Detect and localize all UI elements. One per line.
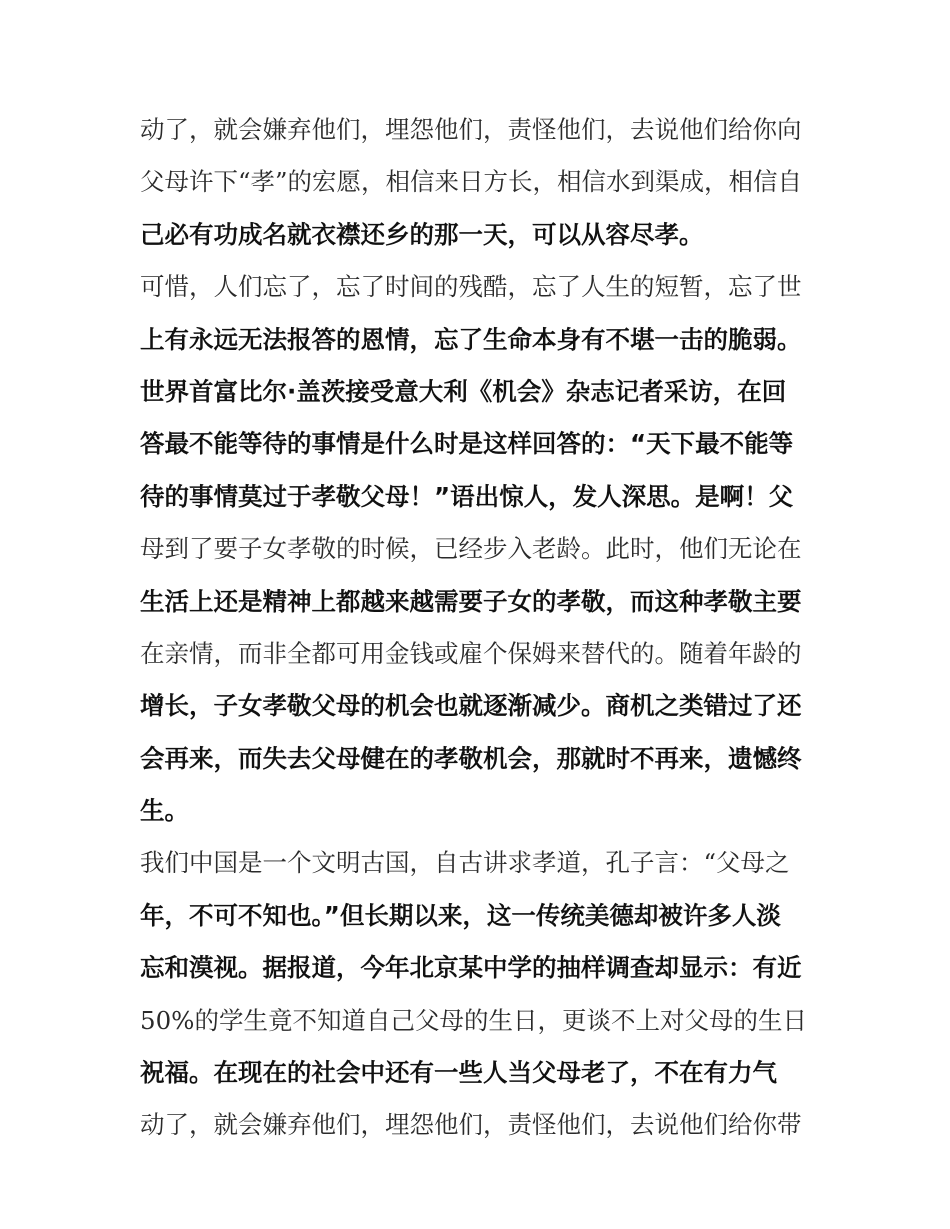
text-line: 增长，子女孝敬父母的机会也就逐渐减少。商机之类错过了还 <box>140 691 802 721</box>
text-line: 生活上还是精神上都越来越需要子女的孝敬，而这种孝敬主要 <box>140 586 802 616</box>
text-line: 祝福。在现在的社会中还有一些人当父母老了，不在有力气 <box>140 1058 777 1088</box>
text-line: 年，不可不知也。”但长期以来，这一传统美德却被许多人淡 <box>140 900 781 930</box>
text-line: 答最不能等待的事情是什么时是这样回答的：“天下最不能等 <box>140 429 794 459</box>
text-line: 父母许下“孝”的宏愿，相信来日方长，相信水到渠成，相信自 <box>140 167 803 197</box>
text-line: 母到了要子女孝敬的时候，已经步入老龄。此时，他们无论在 <box>140 534 802 564</box>
text-line: 我们中国是一个文明古国，自古讲求孝道，孔子言：“父母之 <box>140 848 790 878</box>
text-line: 50%的学生竟不知道自己父母的生日，更谈不上对父母的生日 <box>140 1005 807 1035</box>
text-line: 在亲情，而非全都可用金钱或雇个保姆来替代的。随着年龄的 <box>140 638 802 668</box>
text-line: 世界首富比尔·盖茨接受意大利《机会》杂志记者采访，在回 <box>140 376 787 406</box>
text-line: 待的事情莫过于孝敬父母！”语出惊人，发人深思。是啊！父 <box>140 481 794 511</box>
text-line: 动了，就会嫌弃他们，埋怨他们，责怪他们，去说他们给你带 <box>140 1110 802 1140</box>
text-line: 可惜，人们忘了，忘了时间的残酷，忘了人生的短暂，忘了世 <box>140 272 802 302</box>
text-line: 会再来，而失去父母健在的孝敬机会，那就时不再来，遗憾终 <box>140 743 802 773</box>
text-line: 己必有功成名就衣襟还乡的那一天，可以从容尽孝。 <box>140 219 704 249</box>
body-text <box>140 104 812 1152</box>
text-line: 动了，就会嫌弃他们，埋怨他们，责怪他们，去说他们给你向 <box>140 115 802 144</box>
text-line: 上有永远无法报答的恩情，忘了生命本身有不堪一击的脆弱。 <box>140 324 802 354</box>
text-line: 生。 <box>140 796 189 826</box>
text-line: 忘和漠视。据报道，今年北京某中学的抽样调查却显示：有近 <box>140 953 802 983</box>
